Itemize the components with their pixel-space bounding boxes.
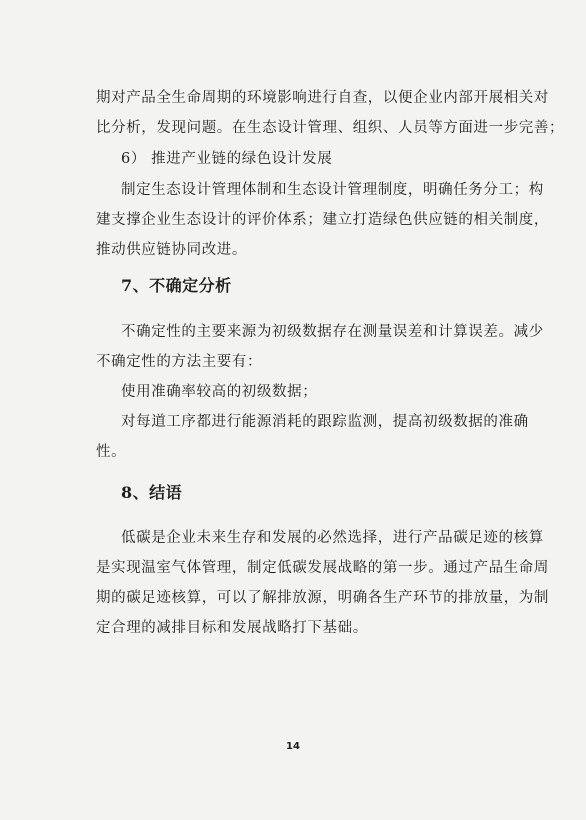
- paragraph-line: 比分析，发现问题。在生态设计管理、组织、人员等方面进一步完善；: [96, 120, 565, 136]
- paragraph-line: 期的碳足迹核算，可以了解排放源，明确各生产环节的排放量，为制: [96, 590, 549, 606]
- paragraph-line: 推动供应链协同改进。: [96, 242, 247, 258]
- paragraph-line: 使用准确率较高的初级数据；: [121, 384, 318, 400]
- section-heading-8: 8、结语: [121, 483, 183, 502]
- paragraph-line: 建支撑企业生态设计的评价体系；建立打造绿色供应链的相关制度，: [96, 212, 549, 228]
- page-number: 14: [286, 741, 300, 752]
- paragraph-line: 定合理的减排目标和发展战略打下基础。: [96, 620, 368, 636]
- paragraph-line: 对每道工序都进行能源消耗的跟踪监测，提高初级数据的准确: [121, 414, 529, 430]
- paragraph-line: 期对产品全生命周期的环境影响进行自查，以便企业内部开展相关对: [96, 90, 549, 106]
- list-item-6: 6） 推进产业链的绿色设计发展: [121, 151, 333, 167]
- paragraph-line: 性。: [96, 444, 127, 460]
- section-heading-7: 7、不确定分析: [121, 276, 232, 295]
- paragraph-line: 不确定性的主要来源为初级数据存在测量误差和计算误差。减少: [121, 324, 544, 340]
- paragraph-line: 是实现温室气体管理，制定低碳发展战略的第一步。通过产品生命周: [96, 560, 549, 576]
- paragraph-line: 低碳是企业未来生存和发展的必然选择，进行产品碳足迹的核算: [121, 530, 544, 546]
- paragraph-line: 制定生态设计管理体制和生态设计管理制度，明确任务分工；构: [121, 182, 544, 198]
- paragraph-line: 不确定性的方法主要有：: [96, 354, 263, 370]
